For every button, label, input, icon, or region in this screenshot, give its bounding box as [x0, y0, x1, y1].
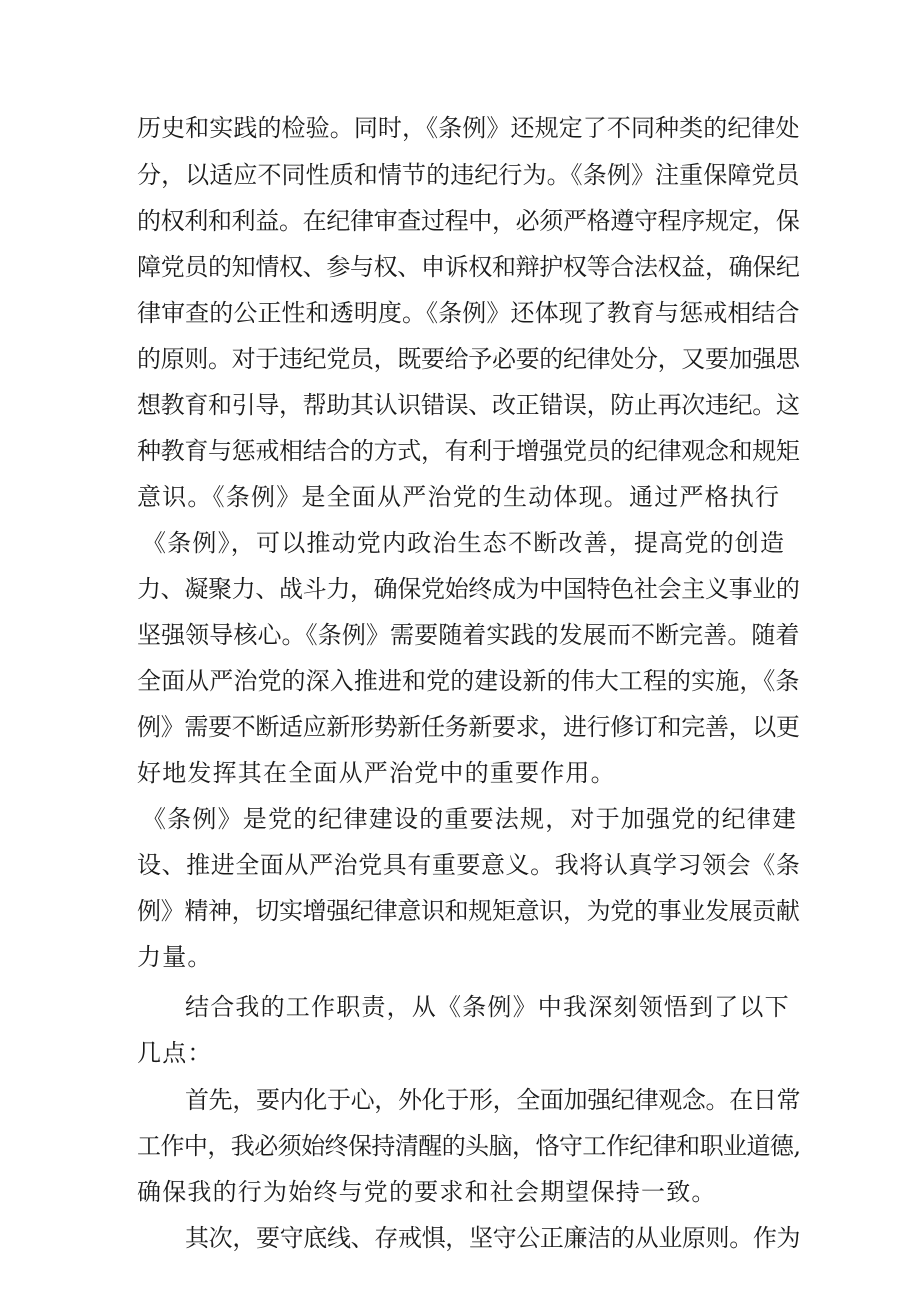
- text-line: 几点：: [137, 1039, 213, 1067]
- text-line: 其次，要守底线、存戒惧，坚守公正廉洁的从业原则。作为: [185, 1224, 801, 1252]
- text-line: 例》需要不断适应新形势新任务新要求，进行修订和完善，以更: [137, 713, 800, 741]
- text-line: 障党员的知情权、参与权、申诉权和辩护权等合法权益，确保纪: [137, 253, 800, 281]
- text-line: 结合我的工作职责，从《条例》中我深刻领悟到了以下: [185, 993, 790, 1021]
- text-line: 《条例》是党的纪律建设的重要法规，对于加强党的纪律建: [142, 805, 798, 833]
- text-line: 工作中，我必须始终保持清醒的头脑，恪守工作纪律和职业道德,: [137, 1132, 801, 1160]
- text-line: 例》精神，切实增强纪律意识和规矩意识，为党的事业发展贡献: [137, 897, 800, 925]
- text-line: 坚强领导核心。《条例》需要随着实践的发展而不断完善。随着: [137, 621, 800, 649]
- text-line: 历史和实践的检验。同时，《条例》还规定了不同种类的纪律处: [137, 114, 800, 142]
- text-line: 意识。《条例》是全面从严治党的生动体现。通过严格执行: [137, 483, 781, 511]
- text-line: 力、凝聚力、战斗力，确保党始终成为中国特色社会主义事业的: [137, 575, 800, 603]
- text-line: 全面从严治党的深入推进和党的建设新的伟大工程的实施，《条: [137, 667, 800, 695]
- text-line: 律审查的公正性和透明度。《条例》还体现了教育与惩戒相结合: [137, 299, 800, 327]
- text-line: 的原则。对于违纪党员，既要给予必要的纪律处分，又要加强思: [137, 345, 800, 373]
- text-line: 《条例》，可以推动党内政治生态不断改善，提高党的创造: [142, 529, 786, 557]
- text-line: 首先，要内化于心，外化于形，全面加强纪律观念。在日常: [185, 1086, 801, 1114]
- text-line: 力量。: [137, 943, 213, 971]
- text-line: 种教育与惩戒相结合的方式，有利于增强党员的纪律观念和规矩: [137, 437, 800, 465]
- text-line: 想教育和引导，帮助其认识错误、改正错误，防止再次违纪。这: [137, 391, 800, 419]
- text-line: 确保我的行为始终与党的要求和社会期望保持一致。: [137, 1178, 717, 1206]
- text-line: 设、推进全面从严治党具有重要意义。我将认真学习领会《条: [137, 851, 801, 879]
- text-line: 的权利和利益。在纪律审查过程中，必须严格遵守程序规定，保: [137, 207, 800, 235]
- text-line: 分，以适应不同性质和情节的违纪行为。《条例》注重保障党员: [137, 161, 800, 189]
- text-line: 好地发挥其在全面从严治党中的重要作用。: [137, 759, 616, 787]
